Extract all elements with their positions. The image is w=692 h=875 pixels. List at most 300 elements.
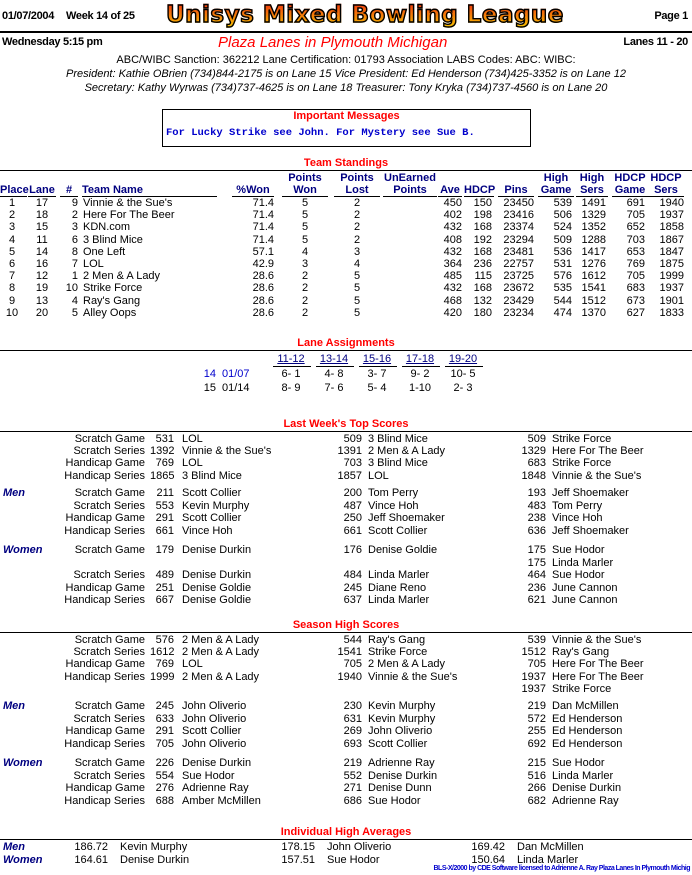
team-number: 8 <box>71 245 78 258</box>
averages-divider <box>0 839 692 840</box>
score-value: 705 <box>343 658 362 671</box>
place: 2 <box>8 209 16 222</box>
bowler-name: Kevin Murphy <box>120 841 188 853</box>
high-series: 1512 <box>581 294 606 307</box>
bowler-name: June Cannon <box>552 594 618 607</box>
bowler-name: Here For The Beer <box>552 670 644 683</box>
bowler-name: Vinnie & the Sue's <box>552 469 642 482</box>
high-series: 1417 <box>581 245 606 258</box>
high-series: 1276 <box>581 258 606 270</box>
handicap: 236 <box>473 258 492 270</box>
handicap: 198 <box>473 209 492 222</box>
bowler-name: 2 Men & A Lady <box>368 658 446 671</box>
high-series: 1541 <box>581 282 606 295</box>
lane-assignments-title: Lane Assignments <box>297 337 395 349</box>
bowler-name: Sue Hodor <box>552 544 605 556</box>
score-category: Handicap Game <box>65 725 145 738</box>
score-value: 483 <box>527 499 546 512</box>
score-value: 661 <box>155 524 174 537</box>
hdcp-game: 703 <box>626 233 645 246</box>
score-category: Scratch Game <box>74 634 145 646</box>
bowler-name: Strike Force <box>552 433 612 445</box>
column-header-ue2: Points <box>393 184 427 196</box>
score-value: 193 <box>527 487 546 499</box>
column-header-pins: Pins <box>504 184 528 196</box>
score-category: Handicap Series <box>64 469 145 482</box>
score-value: 291 <box>155 725 174 738</box>
percent-won: 28.6 <box>252 282 274 295</box>
score-value: 633 <box>155 712 174 725</box>
lane: 16 <box>35 258 49 270</box>
lane: 17 <box>35 197 49 209</box>
points-won: 5 <box>301 209 309 222</box>
bowler-name: Vinnie & the Sue's <box>368 670 458 683</box>
hdcp-game: 705 <box>626 270 645 283</box>
pins: 23374 <box>503 221 534 234</box>
high-game: 536 <box>553 245 572 258</box>
handicap: 115 <box>474 270 492 283</box>
team-number: 10 <box>65 282 78 295</box>
pins: 23450 <box>503 197 534 209</box>
bowler-name: Dan McMillen <box>552 700 619 712</box>
place: 8 <box>8 282 16 295</box>
bowler-name: Denise Goldie <box>368 544 438 556</box>
score-value: 179 <box>155 544 174 556</box>
high-game: 474 <box>553 306 572 319</box>
score-value: 251 <box>155 581 174 594</box>
lane-match: 5- 4 <box>367 382 387 394</box>
score-value: 667 <box>155 594 174 607</box>
bowler-name: 3 Blind Mice <box>368 433 428 445</box>
score-value: 245 <box>343 581 362 594</box>
points-won: 2 <box>301 270 309 283</box>
report-date: 01/07/2004 <box>2 10 55 22</box>
bowler-name: Sue Hodor <box>552 569 605 582</box>
score-value: 236 <box>527 581 546 594</box>
score-value: 1512 <box>521 646 546 659</box>
average-value: 186.72 <box>74 841 108 853</box>
bowler-name: LOL <box>182 457 203 470</box>
sanction-info: ABC/WIBC Sanction: 362212 Lane Certification: 01793 Association LABS Codes: ABC: WIBC: <box>116 54 576 66</box>
percent-won: 28.6 <box>252 306 274 319</box>
high-game: 535 <box>553 282 572 295</box>
points-won: 4 <box>301 245 309 258</box>
team-name: Alley Oops <box>83 306 137 319</box>
hdcp-game: 652 <box>626 221 645 234</box>
place: 4 <box>8 233 16 246</box>
bowler-name: Vinnie & the Sue's <box>182 445 272 458</box>
score-value: 539 <box>527 634 546 646</box>
score-category: Handicap Series <box>64 524 145 537</box>
points-won: 2 <box>301 282 309 295</box>
hdcp-series: 1937 <box>659 282 684 295</box>
team-name: 2 Men & A Lady <box>83 270 161 283</box>
column-header-hds2: Sers <box>654 184 678 196</box>
bowler-name: Adrienne Ray <box>368 757 435 769</box>
points-won: 3 <box>301 258 309 270</box>
lane-pair-underline <box>359 366 397 367</box>
score-value: 705 <box>527 658 546 671</box>
score-value: 1865 <box>150 469 175 482</box>
bowler-name: Sue Hodor <box>552 757 605 769</box>
team-number: 2 <box>71 209 78 222</box>
bowler-name: Adrienne Ray <box>552 794 619 807</box>
points-lost: 5 <box>353 282 361 295</box>
pins: 23481 <box>503 245 534 258</box>
score-category: Scratch Game <box>74 700 145 712</box>
bowler-name: Kevin Murphy <box>368 700 436 712</box>
team-name: 3 Blind Mice <box>83 233 143 246</box>
score-value: 1392 <box>150 445 175 458</box>
bowler-name: 2 Men & A Lady <box>368 445 446 458</box>
score-value: 255 <box>527 725 546 738</box>
lane: 18 <box>35 209 49 222</box>
lane-date: 01/14 <box>222 382 250 394</box>
officers-line-2: Secretary: Kathy Wyrwas (734)737-4625 is on Lane 18 Treasurer: Tony Kryka (734)737-4560 is on Lane 20 <box>84 82 608 94</box>
column-header-pw2: Won <box>293 184 317 196</box>
percent-won: 71.4 <box>252 209 274 222</box>
place: 1 <box>8 197 16 209</box>
score-value: 552 <box>343 769 362 782</box>
lane: 12 <box>35 270 49 283</box>
column-underline <box>383 196 437 197</box>
bowler-name: Tom Perry <box>368 487 419 499</box>
column-header-top: HDCP <box>614 172 646 184</box>
score-category: Handicap Game <box>65 658 145 671</box>
bowler-name: Sue Hodor <box>182 769 235 782</box>
points-won: 5 <box>301 221 309 234</box>
gender-label: Men <box>3 841 25 853</box>
score-category: Handicap Series <box>64 670 145 683</box>
score-value: 1612 <box>150 646 175 659</box>
place: 7 <box>8 270 16 283</box>
bowler-name: June Cannon <box>552 581 618 594</box>
bowler-name: John Oliverio <box>327 841 392 853</box>
percent-won: 71.4 <box>252 197 274 209</box>
hdcp-game: 705 <box>626 209 645 222</box>
column-header-top: High <box>579 172 605 184</box>
lane-match: 8- 9 <box>281 382 301 394</box>
bowler-name: Sue Hodor <box>368 794 421 807</box>
high-series: 1612 <box>581 270 606 283</box>
men-label: Men <box>3 487 25 499</box>
lane: 15 <box>35 221 49 234</box>
score-value: 531 <box>155 433 174 445</box>
women-label: Women <box>3 757 43 769</box>
hdcp-series: 1847 <box>659 245 684 258</box>
software-footer: BLS-X/2000 by CDE Software licensed to Adrienne A. Ray Plaza Lanes In Plymouth Michig <box>433 865 690 872</box>
score-category: Scratch Series <box>73 569 145 582</box>
lanes-range: Lanes 11 - 20 <box>623 36 688 48</box>
score-category: Scratch Series <box>73 712 145 725</box>
bowler-name: LOL <box>182 658 203 671</box>
week-indicator: Week 14 of 25 <box>66 10 135 22</box>
score-value: 175 <box>527 556 546 569</box>
score-value: 245 <box>155 700 174 712</box>
average: 364 <box>443 258 462 270</box>
column-header-hs2: Sers <box>580 184 604 196</box>
bowler-name: Ed Henderson <box>552 712 623 725</box>
score-value: 238 <box>527 512 546 524</box>
team-name: Here For The Beer <box>83 209 175 222</box>
bowler-name: Scott Collier <box>182 512 242 524</box>
column-header-hdg2: Game <box>614 184 646 196</box>
points-won: 5 <box>301 233 309 246</box>
high-series: 1352 <box>581 221 606 234</box>
lane-match: 6- 1 <box>281 368 301 380</box>
score-value: 692 <box>527 737 546 750</box>
average-value: 164.61 <box>74 853 108 866</box>
bowler-name: Adrienne Ray <box>182 782 249 795</box>
average: 450 <box>443 197 462 209</box>
score-value: 211 <box>156 487 174 499</box>
high-series: 1329 <box>581 209 606 222</box>
score-value: 1541 <box>337 646 362 659</box>
score-value: 516 <box>527 769 546 782</box>
bowler-name: 3 Blind Mice <box>368 457 428 470</box>
handicap: 150 <box>473 197 492 209</box>
score-value: 219 <box>343 757 362 769</box>
column-header-place: Place <box>0 184 29 196</box>
score-value: 200 <box>343 487 362 499</box>
score-value: 291 <box>155 512 174 524</box>
score-category: Scratch Game <box>74 487 145 499</box>
average: 432 <box>443 282 462 295</box>
bowler-name: Vinnie & the Sue's <box>552 634 642 646</box>
score-category: Scratch Series <box>73 769 145 782</box>
score-value: 269 <box>343 725 362 738</box>
place: 9 <box>8 294 16 307</box>
column-header-pl2: Lost <box>345 184 369 196</box>
bowler-name: Kevin Murphy <box>368 712 436 725</box>
bowler-name: Dan McMillen <box>517 841 584 853</box>
hdcp-series: 1875 <box>659 258 684 270</box>
score-value: 219 <box>527 700 546 712</box>
bowler-name: Denise Goldie <box>182 594 252 607</box>
hdcp-series: 1999 <box>659 270 684 283</box>
bowler-name: Strike Force <box>368 646 428 659</box>
score-value: 484 <box>343 569 362 582</box>
column-header-team: Team Name <box>82 184 143 196</box>
high-game: 524 <box>553 221 572 234</box>
bowler-name: Denise Durkin <box>182 544 252 556</box>
average-value: 157.51 <box>281 853 315 866</box>
bowler-name: Ray's Gang <box>368 634 426 646</box>
team-name: Vinnie & the Sue's <box>83 197 173 209</box>
handicap: 168 <box>473 245 492 258</box>
bowler-name: John Oliverio <box>182 712 247 725</box>
points-lost: 2 <box>353 221 361 234</box>
hdcp-game: 653 <box>626 245 645 258</box>
handicap: 168 <box>473 221 492 234</box>
pins: 23234 <box>503 306 534 319</box>
team-number: 7 <box>71 258 78 270</box>
points-lost: 5 <box>353 270 361 283</box>
bowler-name: Scott Collier <box>368 737 428 750</box>
hdcp-series: 1867 <box>659 233 684 246</box>
handicap: 168 <box>473 282 492 295</box>
lane-pair-header: 13-14 <box>319 353 349 365</box>
score-value: 554 <box>155 769 174 782</box>
hdcp-series: 1901 <box>659 294 684 307</box>
bowler-name: Denise Durkin <box>182 757 252 769</box>
score-category: Handicap Game <box>65 512 145 524</box>
bowler-name: Linda Marler <box>552 769 614 782</box>
bowler-name: Tom Perry <box>552 499 603 512</box>
score-category: Scratch Series <box>73 499 145 512</box>
high-series: 1491 <box>581 197 606 209</box>
average: 485 <box>443 270 462 283</box>
high-series: 1288 <box>581 233 606 246</box>
column-header-top: High <box>543 172 569 184</box>
pins: 23672 <box>503 282 534 295</box>
bowler-name: 2 Men & A Lady <box>182 670 260 683</box>
points-lost: 2 <box>353 233 361 246</box>
hdcp-game: 691 <box>626 197 645 209</box>
lanes-divider <box>0 350 692 351</box>
column-header-top: Points <box>288 172 322 184</box>
bowler-name: John Oliverio <box>182 700 247 712</box>
team-name: Ray's Gang <box>83 294 141 307</box>
score-value: 226 <box>155 757 174 769</box>
bowler-name: Vince Hoh <box>368 499 419 512</box>
bowler-name: Strike Force <box>552 682 612 695</box>
bowler-name: Jeff Shoemaker <box>368 512 445 524</box>
average: 408 <box>443 233 462 246</box>
bowler-name: Scott Collier <box>182 725 242 738</box>
bowler-name: Vince Hoh <box>552 512 603 524</box>
percent-won: 71.4 <box>252 221 274 234</box>
score-value: 1940 <box>337 670 362 683</box>
score-value: 693 <box>343 737 362 750</box>
column-header-hdcp: HDCP <box>464 184 496 196</box>
score-value: 688 <box>155 794 174 807</box>
pins: 23725 <box>503 270 534 283</box>
team-number: 1 <box>71 270 78 283</box>
column-header-pct: %Won <box>236 184 270 196</box>
lane: 19 <box>35 282 49 295</box>
place: 3 <box>8 221 16 234</box>
column-header-top: Points <box>340 172 374 184</box>
lane-week: 15 <box>203 382 216 394</box>
points-lost: 3 <box>353 245 361 258</box>
score-value: 266 <box>527 782 546 795</box>
team-name: LOL <box>83 258 104 270</box>
score-value: 572 <box>527 712 546 725</box>
average: 468 <box>443 294 462 307</box>
score-category: Scratch Series <box>73 445 145 458</box>
bowler-name: Denise Dunn <box>368 782 432 795</box>
bowler-name: Linda Marler <box>517 853 579 866</box>
points-won: 2 <box>301 306 309 319</box>
score-value: 686 <box>343 794 362 807</box>
bowler-name: Ed Henderson <box>552 737 623 750</box>
score-value: 705 <box>155 737 174 750</box>
lane-pair-underline <box>445 366 483 367</box>
high-game: 509 <box>553 233 572 246</box>
averages-title: Individual High Averages <box>280 826 412 838</box>
last-week-divider <box>0 431 692 432</box>
hdcp-game: 769 <box>626 258 645 270</box>
percent-won: 71.4 <box>252 233 274 246</box>
hdcp-game: 673 <box>626 294 645 307</box>
location-title: Plaza Lanes in Plymouth Michigan <box>218 34 448 51</box>
lane-pair-underline <box>402 366 440 367</box>
average: 432 <box>443 245 462 258</box>
points-lost: 2 <box>353 197 361 209</box>
high-series: 1370 <box>581 306 606 319</box>
average: 432 <box>443 221 462 234</box>
score-value: 1937 <box>521 670 546 683</box>
pins: 22757 <box>503 258 534 270</box>
score-value: 1391 <box>337 445 362 458</box>
bowler-name: Denise Durkin <box>368 769 438 782</box>
score-value: 176 <box>343 544 362 556</box>
lane-pair-header: 15-16 <box>362 353 392 365</box>
score-value: 769 <box>155 658 174 671</box>
lane: 20 <box>35 306 49 319</box>
score-value: 637 <box>343 594 362 607</box>
points-lost: 2 <box>353 209 361 222</box>
lane-match: 9- 2 <box>410 368 430 380</box>
score-category: Scratch Game <box>74 433 145 445</box>
pins: 23416 <box>503 209 534 222</box>
hdcp-game: 683 <box>626 282 645 295</box>
bowler-name: Denise Durkin <box>182 569 252 582</box>
score-category: Handicap Series <box>64 794 145 807</box>
high-game: 576 <box>553 270 572 283</box>
day-time: Wednesday 5:15 pm <box>2 36 103 48</box>
lane: 14 <box>35 245 49 258</box>
score-value: 769 <box>155 457 174 470</box>
average: 402 <box>443 209 462 222</box>
place: 10 <box>5 306 19 319</box>
lane: 11 <box>36 233 48 246</box>
bowler-name: Here For The Beer <box>552 658 644 671</box>
score-value: 553 <box>155 499 174 512</box>
points-lost: 4 <box>353 258 361 270</box>
season-title: Season High Scores <box>292 619 400 631</box>
score-category: Handicap Game <box>65 782 145 795</box>
column-header-top: HDCP <box>650 172 682 184</box>
score-value: 489 <box>155 569 174 582</box>
handicap: 192 <box>473 233 492 246</box>
bowler-name: Scott Collier <box>368 524 428 537</box>
lane-match: 2- 3 <box>453 382 473 394</box>
bowler-name: Denise Durkin <box>120 853 190 866</box>
score-category: Scratch Series <box>73 646 145 659</box>
points-lost: 5 <box>353 306 361 319</box>
score-category: Handicap Series <box>64 737 145 750</box>
handicap: 180 <box>473 306 492 319</box>
standings-title: Team Standings <box>303 157 389 169</box>
handicap: 132 <box>473 294 492 307</box>
bowler-name: Ed Henderson <box>552 725 623 738</box>
bowler-name: Strike Force <box>552 457 612 470</box>
percent-won: 57.1 <box>252 245 274 258</box>
bowler-name: Denise Durkin <box>552 782 622 795</box>
bowler-name: LOL <box>182 433 203 445</box>
team-number: 4 <box>71 294 78 307</box>
bowler-name: Vince Hoh <box>182 524 233 537</box>
bowler-name: Scott Collier <box>182 487 242 499</box>
lane-pair-underline <box>273 366 311 367</box>
points-lost: 5 <box>353 294 361 307</box>
lane-date: 01/07 <box>222 368 250 380</box>
score-category: Scratch Game <box>74 757 145 769</box>
team-number: 3 <box>71 221 78 234</box>
score-value: 175 <box>527 544 546 556</box>
